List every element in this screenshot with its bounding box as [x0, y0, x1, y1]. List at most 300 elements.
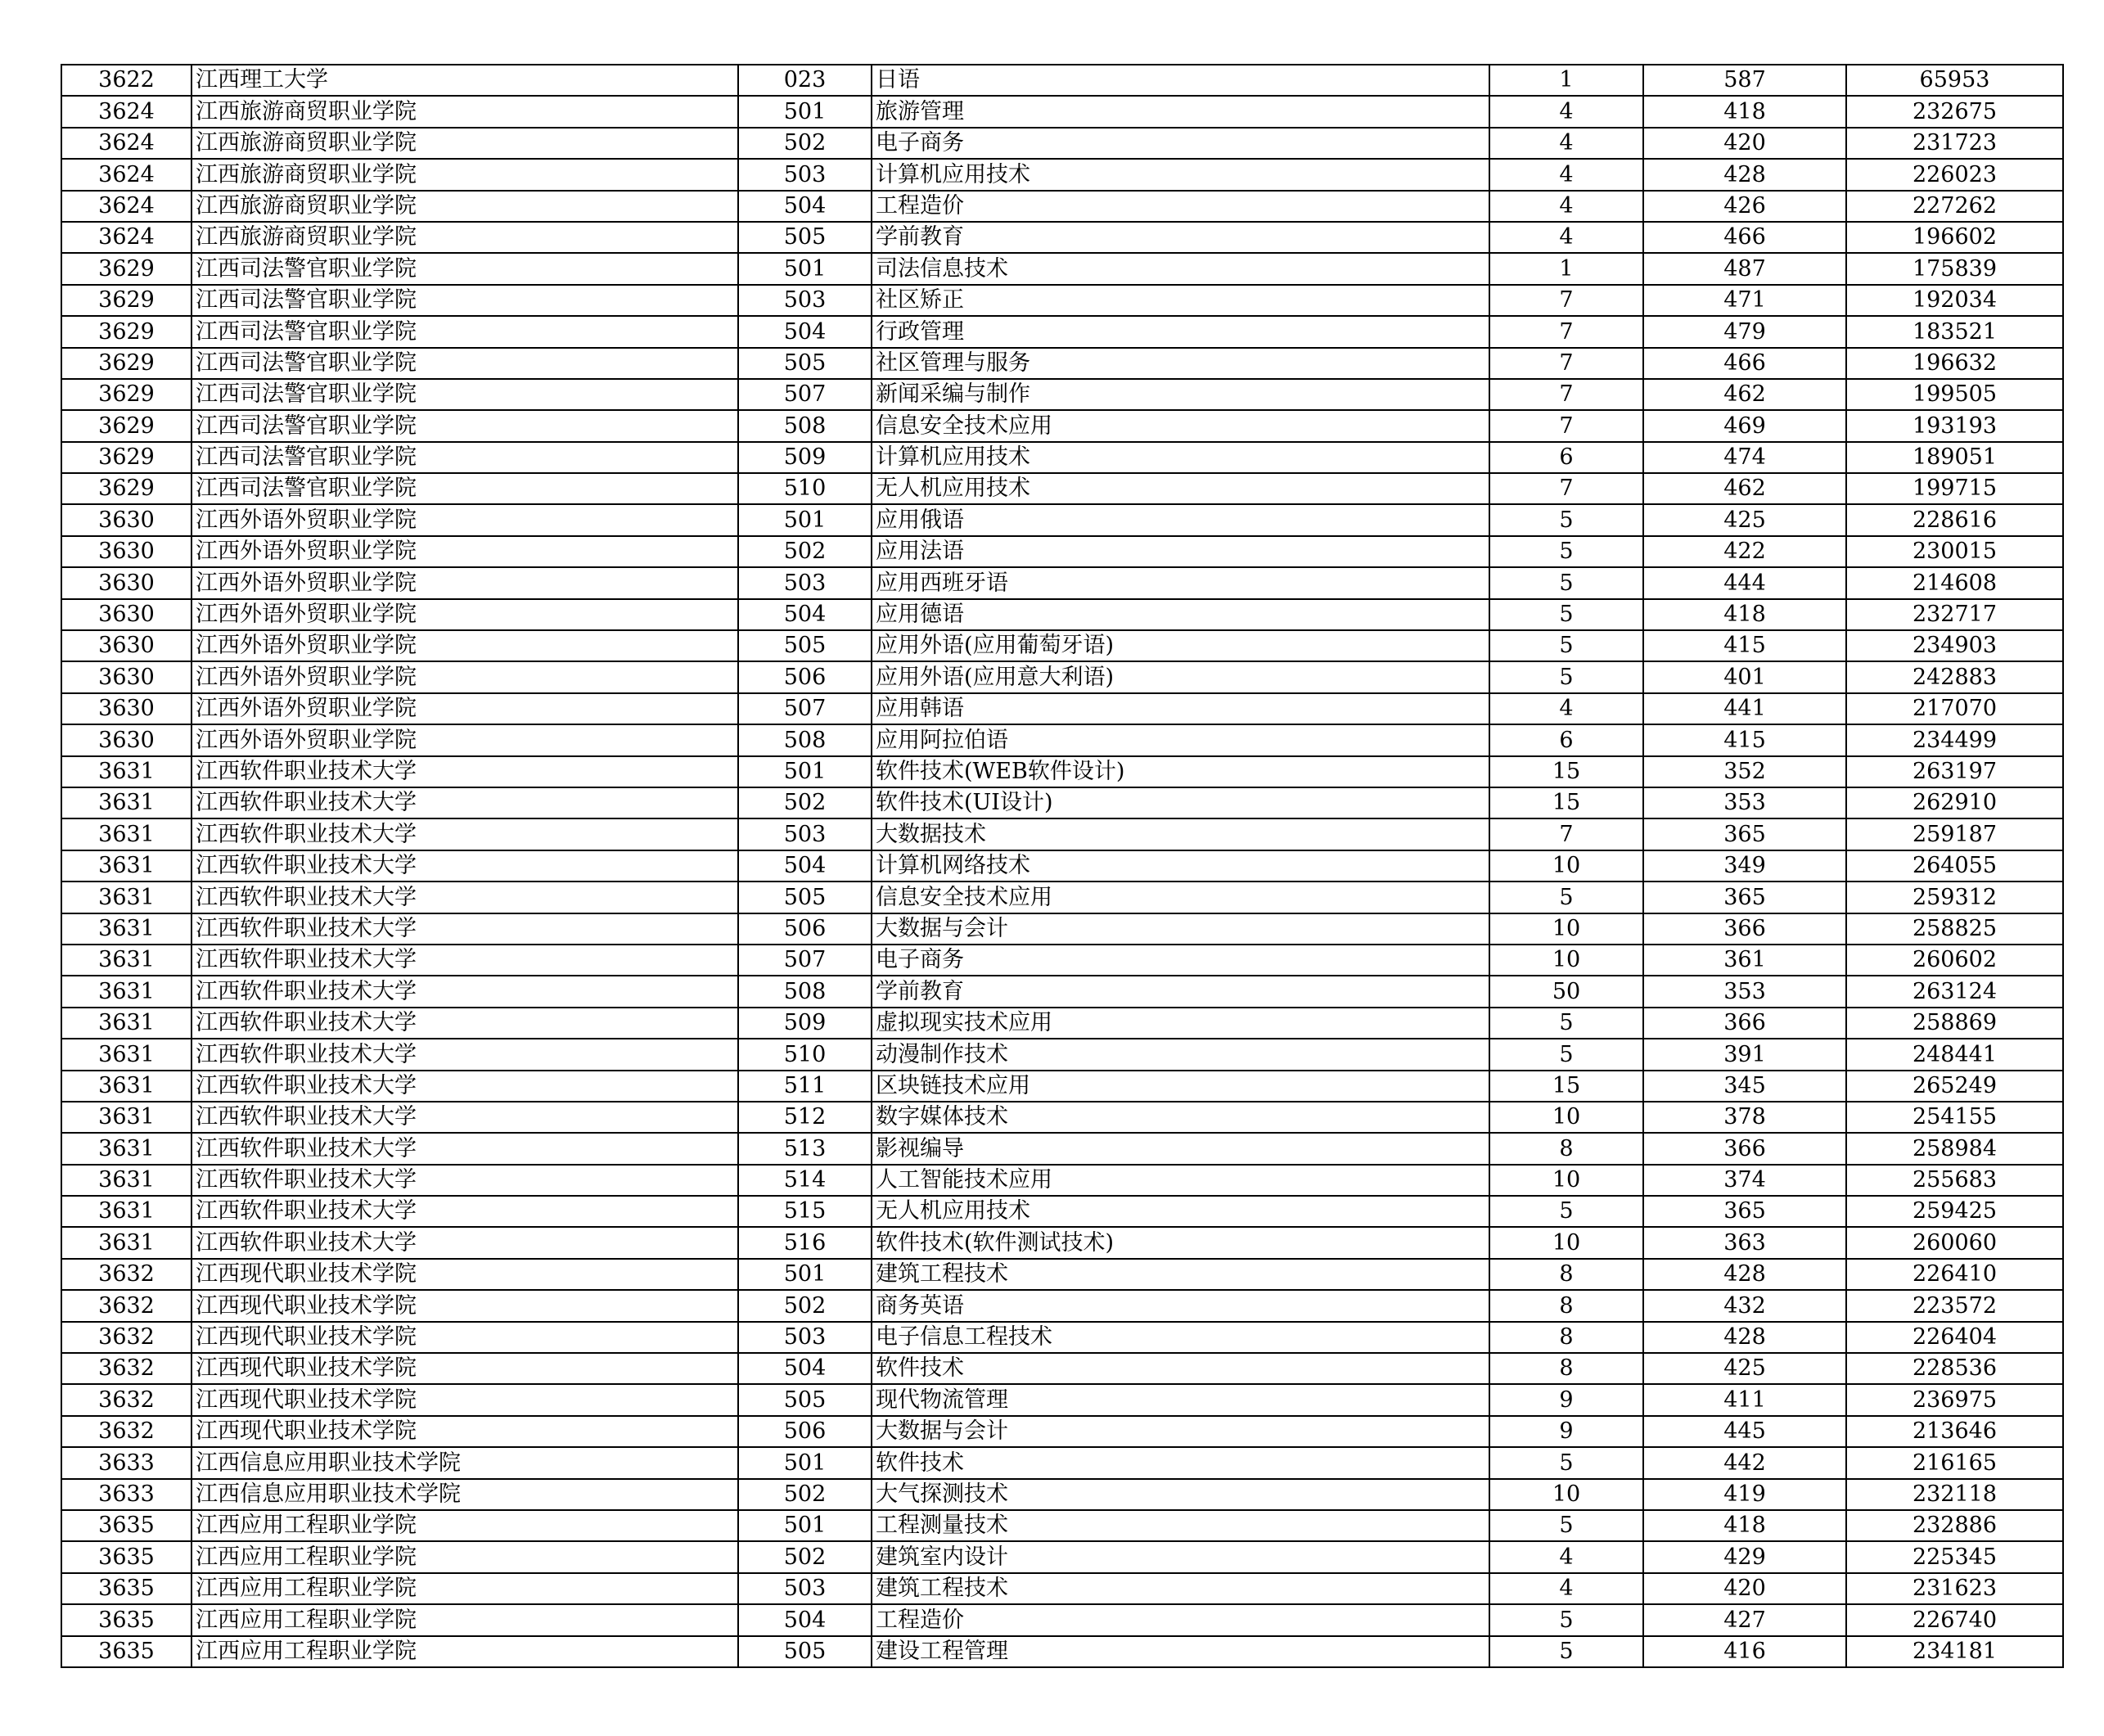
min-rank-cell: 262910	[1846, 787, 2063, 818]
table-row	[61, 1039, 2063, 1070]
table-row	[61, 787, 2063, 818]
table-row	[61, 599, 2063, 630]
major-name-cell: 大数据技术	[872, 818, 1489, 850]
min-score-cell: 365	[1643, 818, 1846, 850]
school-name-cell: 江西理工大学	[191, 65, 738, 96]
plan-count-cell: 7	[1489, 316, 1643, 347]
major-name-cell: 学前教育	[872, 976, 1489, 1007]
school-name-cell: 江西软件职业技术大学	[191, 913, 738, 945]
admission-scores-table	[61, 64, 2064, 1668]
min-score-cell: 361	[1643, 945, 1846, 976]
min-rank-cell: 216165	[1846, 1447, 2063, 1478]
table-row	[61, 1133, 2063, 1164]
school-code-cell: 3624	[61, 128, 191, 159]
min-rank-cell: 255683	[1846, 1165, 2063, 1196]
min-score-cell: 415	[1643, 724, 1846, 755]
table-row	[61, 850, 2063, 882]
table-row	[61, 536, 2063, 567]
major-code-cell: 501	[738, 1447, 872, 1478]
major-code-cell: 504	[738, 850, 872, 882]
plan-count-cell: 5	[1489, 1447, 1643, 1478]
school-name-cell: 江西现代职业技术学院	[191, 1416, 738, 1447]
plan-count-cell: 5	[1489, 630, 1643, 661]
min-rank-cell: 232886	[1846, 1510, 2063, 1541]
plan-count-cell: 5	[1489, 1510, 1643, 1541]
school-name-cell: 江西外语外贸职业学院	[191, 567, 738, 598]
min-score-cell: 487	[1643, 253, 1846, 284]
school-code-cell: 3624	[61, 96, 191, 127]
school-name-cell: 江西软件职业技术大学	[191, 1165, 738, 1196]
school-name-cell: 江西应用工程职业学院	[191, 1604, 738, 1635]
major-name-cell: 工程造价	[872, 191, 1489, 222]
major-code-cell: 505	[738, 222, 872, 253]
plan-count-cell: 8	[1489, 1133, 1643, 1164]
school-code-cell: 3631	[61, 1196, 191, 1227]
school-code-cell: 3630	[61, 599, 191, 630]
min-rank-cell: 223572	[1846, 1290, 2063, 1321]
major-name-cell: 软件技术(WEB软件设计)	[872, 756, 1489, 787]
school-name-cell: 江西现代职业技术学院	[191, 1290, 738, 1321]
major-name-cell: 信息安全技术应用	[872, 410, 1489, 441]
plan-count-cell: 9	[1489, 1416, 1643, 1447]
school-code-cell: 3633	[61, 1479, 191, 1510]
major-name-cell: 日语	[872, 65, 1489, 96]
major-code-cell: 504	[738, 1604, 872, 1635]
school-code-cell: 3629	[61, 442, 191, 473]
min-score-cell: 366	[1643, 1133, 1846, 1164]
school-name-cell: 江西旅游商贸职业学院	[191, 222, 738, 253]
school-code-cell: 3633	[61, 1447, 191, 1478]
min-score-cell: 420	[1643, 1573, 1846, 1604]
school-name-cell: 江西应用工程职业学院	[191, 1636, 738, 1667]
min-rank-cell: 228616	[1846, 504, 2063, 535]
table-row	[61, 882, 2063, 913]
table-row	[61, 1636, 2063, 1667]
plan-count-cell: 5	[1489, 1008, 1643, 1039]
min-score-cell: 429	[1643, 1541, 1846, 1572]
major-name-cell: 电子信息工程技术	[872, 1322, 1489, 1353]
school-name-cell: 江西司法警官职业学院	[191, 253, 738, 284]
min-score-cell: 352	[1643, 756, 1846, 787]
min-rank-cell: 234181	[1846, 1636, 2063, 1667]
major-code-cell: 023	[738, 65, 872, 96]
major-name-cell: 社区管理与服务	[872, 348, 1489, 379]
school-code-cell: 3631	[61, 1039, 191, 1070]
min-rank-cell: 192034	[1846, 285, 2063, 316]
school-code-cell: 3629	[61, 316, 191, 347]
major-name-cell: 新闻采编与制作	[872, 379, 1489, 410]
school-name-cell: 江西现代职业技术学院	[191, 1384, 738, 1415]
min-rank-cell: 259425	[1846, 1196, 2063, 1227]
plan-count-cell: 6	[1489, 724, 1643, 755]
plan-count-cell: 10	[1489, 1227, 1643, 1258]
min-rank-cell: 65953	[1846, 65, 2063, 96]
major-name-cell: 大数据与会计	[872, 1416, 1489, 1447]
plan-count-cell: 7	[1489, 379, 1643, 410]
min-score-cell: 428	[1643, 1259, 1846, 1290]
table-row	[61, 128, 2063, 159]
major-name-cell: 信息安全技术应用	[872, 882, 1489, 913]
school-code-cell: 3630	[61, 536, 191, 567]
major-code-cell: 508	[738, 724, 872, 755]
min-rank-cell: 227262	[1846, 191, 2063, 222]
school-name-cell: 江西软件职业技术大学	[191, 818, 738, 850]
school-name-cell: 江西旅游商贸职业学院	[191, 159, 738, 190]
major-name-cell: 工程造价	[872, 1604, 1489, 1635]
major-code-cell: 510	[738, 1039, 872, 1070]
plan-count-cell: 5	[1489, 882, 1643, 913]
min-score-cell: 363	[1643, 1227, 1846, 1258]
plan-count-cell: 15	[1489, 1071, 1643, 1102]
school-code-cell: 3632	[61, 1416, 191, 1447]
min-rank-cell: 196602	[1846, 222, 2063, 253]
school-code-cell: 3630	[61, 630, 191, 661]
school-name-cell: 江西外语外贸职业学院	[191, 536, 738, 567]
major-name-cell: 软件技术(软件测试技术)	[872, 1227, 1489, 1258]
table-row	[61, 1510, 2063, 1541]
table-row	[61, 693, 2063, 724]
major-code-cell: 504	[738, 316, 872, 347]
table-body	[61, 65, 2063, 1667]
table-row	[61, 442, 2063, 473]
min-score-cell: 479	[1643, 316, 1846, 347]
min-rank-cell: 232118	[1846, 1479, 2063, 1510]
plan-count-cell: 4	[1489, 1573, 1643, 1604]
school-code-cell: 3622	[61, 65, 191, 96]
major-name-cell: 数字媒体技术	[872, 1102, 1489, 1133]
table-row	[61, 504, 2063, 535]
school-name-cell: 江西软件职业技术大学	[191, 1008, 738, 1039]
major-name-cell: 动漫制作技术	[872, 1039, 1489, 1070]
school-code-cell: 3631	[61, 756, 191, 787]
school-code-cell: 3631	[61, 1133, 191, 1164]
school-code-cell: 3632	[61, 1384, 191, 1415]
plan-count-cell: 7	[1489, 473, 1643, 504]
major-code-cell: 510	[738, 473, 872, 504]
major-code-cell: 501	[738, 253, 872, 284]
min-score-cell: 365	[1643, 882, 1846, 913]
major-name-cell: 建筑室内设计	[872, 1541, 1489, 1572]
major-name-cell: 社区矫正	[872, 285, 1489, 316]
min-rank-cell: 214608	[1846, 567, 2063, 598]
school-name-cell: 江西司法警官职业学院	[191, 379, 738, 410]
min-score-cell: 474	[1643, 442, 1846, 473]
school-name-cell: 江西外语外贸职业学院	[191, 693, 738, 724]
table-row	[61, 65, 2063, 96]
min-rank-cell: 199715	[1846, 473, 2063, 504]
table-row	[61, 1353, 2063, 1384]
min-score-cell: 391	[1643, 1039, 1846, 1070]
plan-count-cell: 10	[1489, 945, 1643, 976]
table-row	[61, 1604, 2063, 1635]
major-code-cell: 502	[738, 1479, 872, 1510]
major-name-cell: 应用俄语	[872, 504, 1489, 535]
school-name-cell: 江西外语外贸职业学院	[191, 504, 738, 535]
min-score-cell: 469	[1643, 410, 1846, 441]
major-name-cell: 电子商务	[872, 945, 1489, 976]
school-code-cell: 3631	[61, 1102, 191, 1133]
major-code-cell: 503	[738, 285, 872, 316]
table-row	[61, 976, 2063, 1007]
major-name-cell: 建筑工程技术	[872, 1259, 1489, 1290]
major-name-cell: 大气探测技术	[872, 1479, 1489, 1510]
plan-count-cell: 10	[1489, 913, 1643, 945]
plan-count-cell: 10	[1489, 1479, 1643, 1510]
major-code-cell: 502	[738, 1541, 872, 1572]
min-score-cell: 445	[1643, 1416, 1846, 1447]
min-score-cell: 418	[1643, 1510, 1846, 1541]
school-code-cell: 3629	[61, 379, 191, 410]
plan-count-cell: 15	[1489, 787, 1643, 818]
school-name-cell: 江西软件职业技术大学	[191, 976, 738, 1007]
table-row	[61, 1196, 2063, 1227]
major-name-cell: 无人机应用技术	[872, 1196, 1489, 1227]
major-name-cell: 应用韩语	[872, 693, 1489, 724]
major-code-cell: 501	[738, 96, 872, 127]
min-rank-cell: 231623	[1846, 1573, 2063, 1604]
major-name-cell: 计算机网络技术	[872, 850, 1489, 882]
major-code-cell: 502	[738, 128, 872, 159]
major-name-cell: 区块链技术应用	[872, 1071, 1489, 1102]
min-rank-cell: 231723	[1846, 128, 2063, 159]
school-name-cell: 江西司法警官职业学院	[191, 442, 738, 473]
plan-count-cell: 15	[1489, 756, 1643, 787]
school-name-cell: 江西旅游商贸职业学院	[191, 191, 738, 222]
min-score-cell: 416	[1643, 1636, 1846, 1667]
major-code-cell: 516	[738, 1227, 872, 1258]
min-rank-cell: 263124	[1846, 976, 2063, 1007]
school-name-cell: 江西软件职业技术大学	[191, 945, 738, 976]
major-name-cell: 影视编导	[872, 1133, 1489, 1164]
min-score-cell: 365	[1643, 1196, 1846, 1227]
major-name-cell: 工程测量技术	[872, 1510, 1489, 1541]
school-name-cell: 江西司法警官职业学院	[191, 410, 738, 441]
plan-count-cell: 5	[1489, 599, 1643, 630]
major-code-cell: 504	[738, 191, 872, 222]
min-score-cell: 353	[1643, 976, 1846, 1007]
school-name-cell: 江西旅游商贸职业学院	[191, 128, 738, 159]
min-score-cell: 374	[1643, 1165, 1846, 1196]
min-rank-cell: 258825	[1846, 913, 2063, 945]
table-row	[61, 661, 2063, 692]
major-code-cell: 501	[738, 1259, 872, 1290]
min-score-cell: 419	[1643, 1479, 1846, 1510]
school-name-cell: 江西外语外贸职业学院	[191, 661, 738, 692]
min-score-cell: 462	[1643, 379, 1846, 410]
min-rank-cell: 236975	[1846, 1384, 2063, 1415]
table-row	[61, 1227, 2063, 1258]
major-code-cell: 512	[738, 1102, 872, 1133]
school-code-cell: 3624	[61, 222, 191, 253]
school-name-cell: 江西信息应用职业技术学院	[191, 1479, 738, 1510]
major-name-cell: 司法信息技术	[872, 253, 1489, 284]
school-code-cell: 3632	[61, 1259, 191, 1290]
min-rank-cell: 213646	[1846, 1416, 2063, 1447]
major-code-cell: 505	[738, 882, 872, 913]
major-name-cell: 应用法语	[872, 536, 1489, 567]
major-code-cell: 507	[738, 693, 872, 724]
major-code-cell: 509	[738, 442, 872, 473]
major-code-cell: 505	[738, 1384, 872, 1415]
min-score-cell: 420	[1643, 128, 1846, 159]
min-rank-cell: 226740	[1846, 1604, 2063, 1635]
min-rank-cell: 183521	[1846, 316, 2063, 347]
table-row	[61, 410, 2063, 441]
school-code-cell: 3635	[61, 1636, 191, 1667]
major-code-cell: 507	[738, 945, 872, 976]
school-code-cell: 3631	[61, 913, 191, 945]
school-name-cell: 江西应用工程职业学院	[191, 1541, 738, 1572]
major-code-cell: 505	[738, 630, 872, 661]
major-name-cell: 大数据与会计	[872, 913, 1489, 945]
major-code-cell: 514	[738, 1165, 872, 1196]
plan-count-cell: 1	[1489, 253, 1643, 284]
major-code-cell: 504	[738, 1353, 872, 1384]
school-code-cell: 3629	[61, 253, 191, 284]
min-score-cell: 587	[1643, 65, 1846, 96]
major-code-cell: 503	[738, 159, 872, 190]
table-row	[61, 630, 2063, 661]
plan-count-cell: 5	[1489, 661, 1643, 692]
school-code-cell: 3632	[61, 1290, 191, 1321]
school-name-cell: 江西应用工程职业学院	[191, 1510, 738, 1541]
min-rank-cell: 189051	[1846, 442, 2063, 473]
school-name-cell: 江西外语外贸职业学院	[191, 724, 738, 755]
min-rank-cell: 175839	[1846, 253, 2063, 284]
min-rank-cell: 230015	[1846, 536, 2063, 567]
major-code-cell: 507	[738, 379, 872, 410]
min-score-cell: 366	[1643, 1008, 1846, 1039]
major-code-cell: 502	[738, 787, 872, 818]
plan-count-cell: 1	[1489, 65, 1643, 96]
min-rank-cell: 226410	[1846, 1259, 2063, 1290]
min-score-cell: 345	[1643, 1071, 1846, 1102]
plan-count-cell: 7	[1489, 818, 1643, 850]
school-code-cell: 3635	[61, 1510, 191, 1541]
plan-count-cell: 5	[1489, 1039, 1643, 1070]
major-name-cell: 应用外语(应用意大利语)	[872, 661, 1489, 692]
table-row	[61, 285, 2063, 316]
major-code-cell: 513	[738, 1133, 872, 1164]
school-code-cell: 3632	[61, 1322, 191, 1353]
school-name-cell: 江西司法警官职业学院	[191, 473, 738, 504]
min-score-cell: 444	[1643, 567, 1846, 598]
school-code-cell: 3631	[61, 945, 191, 976]
plan-count-cell: 7	[1489, 285, 1643, 316]
school-code-cell: 3630	[61, 693, 191, 724]
table-row	[61, 316, 2063, 347]
school-code-cell: 3629	[61, 410, 191, 441]
school-name-cell: 江西司法警官职业学院	[191, 316, 738, 347]
plan-count-cell: 8	[1489, 1322, 1643, 1353]
major-code-cell: 506	[738, 661, 872, 692]
table-row	[61, 1259, 2063, 1290]
major-code-cell: 515	[738, 1196, 872, 1227]
table-row	[61, 818, 2063, 850]
major-code-cell: 502	[738, 1290, 872, 1321]
major-code-cell: 503	[738, 1573, 872, 1604]
school-code-cell: 3635	[61, 1604, 191, 1635]
table-row	[61, 1573, 2063, 1604]
min-score-cell: 442	[1643, 1447, 1846, 1478]
school-name-cell: 江西软件职业技术大学	[191, 850, 738, 882]
school-name-cell: 江西软件职业技术大学	[191, 787, 738, 818]
min-score-cell: 441	[1643, 693, 1846, 724]
min-score-cell: 425	[1643, 504, 1846, 535]
major-name-cell: 应用德语	[872, 599, 1489, 630]
min-rank-cell: 259187	[1846, 818, 2063, 850]
table-row	[61, 191, 2063, 222]
plan-count-cell: 5	[1489, 1604, 1643, 1635]
plan-count-cell: 10	[1489, 1165, 1643, 1196]
school-code-cell: 3629	[61, 285, 191, 316]
major-code-cell: 508	[738, 410, 872, 441]
plan-count-cell: 4	[1489, 96, 1643, 127]
table-row	[61, 1322, 2063, 1353]
major-code-cell: 505	[738, 1636, 872, 1667]
major-code-cell: 503	[738, 1322, 872, 1353]
table-row	[61, 1165, 2063, 1196]
plan-count-cell: 5	[1489, 504, 1643, 535]
major-name-cell: 行政管理	[872, 316, 1489, 347]
min-rank-cell: 259312	[1846, 882, 2063, 913]
major-name-cell: 应用西班牙语	[872, 567, 1489, 598]
min-score-cell: 428	[1643, 159, 1846, 190]
school-name-cell: 江西软件职业技术大学	[191, 1196, 738, 1227]
school-name-cell: 江西旅游商贸职业学院	[191, 96, 738, 127]
table-row	[61, 1447, 2063, 1478]
school-name-cell: 江西外语外贸职业学院	[191, 630, 738, 661]
major-name-cell: 旅游管理	[872, 96, 1489, 127]
major-code-cell: 501	[738, 1510, 872, 1541]
major-name-cell: 建筑工程技术	[872, 1573, 1489, 1604]
plan-count-cell: 9	[1489, 1384, 1643, 1415]
plan-count-cell: 5	[1489, 1196, 1643, 1227]
plan-count-cell: 4	[1489, 191, 1643, 222]
major-name-cell: 软件技术	[872, 1353, 1489, 1384]
plan-count-cell: 8	[1489, 1353, 1643, 1384]
min-score-cell: 425	[1643, 1353, 1846, 1384]
major-name-cell: 现代物流管理	[872, 1384, 1489, 1415]
min-rank-cell: 260060	[1846, 1227, 2063, 1258]
major-name-cell: 应用阿拉伯语	[872, 724, 1489, 755]
major-name-cell: 商务英语	[872, 1290, 1489, 1321]
school-code-cell: 3630	[61, 504, 191, 535]
min-score-cell: 466	[1643, 222, 1846, 253]
school-code-cell: 3630	[61, 724, 191, 755]
school-name-cell: 江西司法警官职业学院	[191, 285, 738, 316]
min-rank-cell: 263197	[1846, 756, 2063, 787]
school-name-cell: 江西外语外贸职业学院	[191, 599, 738, 630]
min-rank-cell: 226404	[1846, 1322, 2063, 1353]
min-score-cell: 422	[1643, 536, 1846, 567]
plan-count-cell: 50	[1489, 976, 1643, 1007]
school-code-cell: 3632	[61, 1353, 191, 1384]
min-score-cell: 432	[1643, 1290, 1846, 1321]
table-row	[61, 1290, 2063, 1321]
min-score-cell: 466	[1643, 348, 1846, 379]
min-rank-cell: 258869	[1846, 1008, 2063, 1039]
school-code-cell: 3631	[61, 1227, 191, 1258]
major-name-cell: 电子商务	[872, 128, 1489, 159]
school-name-cell: 江西软件职业技术大学	[191, 1039, 738, 1070]
school-name-cell: 江西司法警官职业学院	[191, 348, 738, 379]
plan-count-cell: 8	[1489, 1259, 1643, 1290]
school-code-cell: 3631	[61, 850, 191, 882]
school-code-cell: 3629	[61, 348, 191, 379]
major-code-cell: 506	[738, 1416, 872, 1447]
school-code-cell: 3630	[61, 661, 191, 692]
